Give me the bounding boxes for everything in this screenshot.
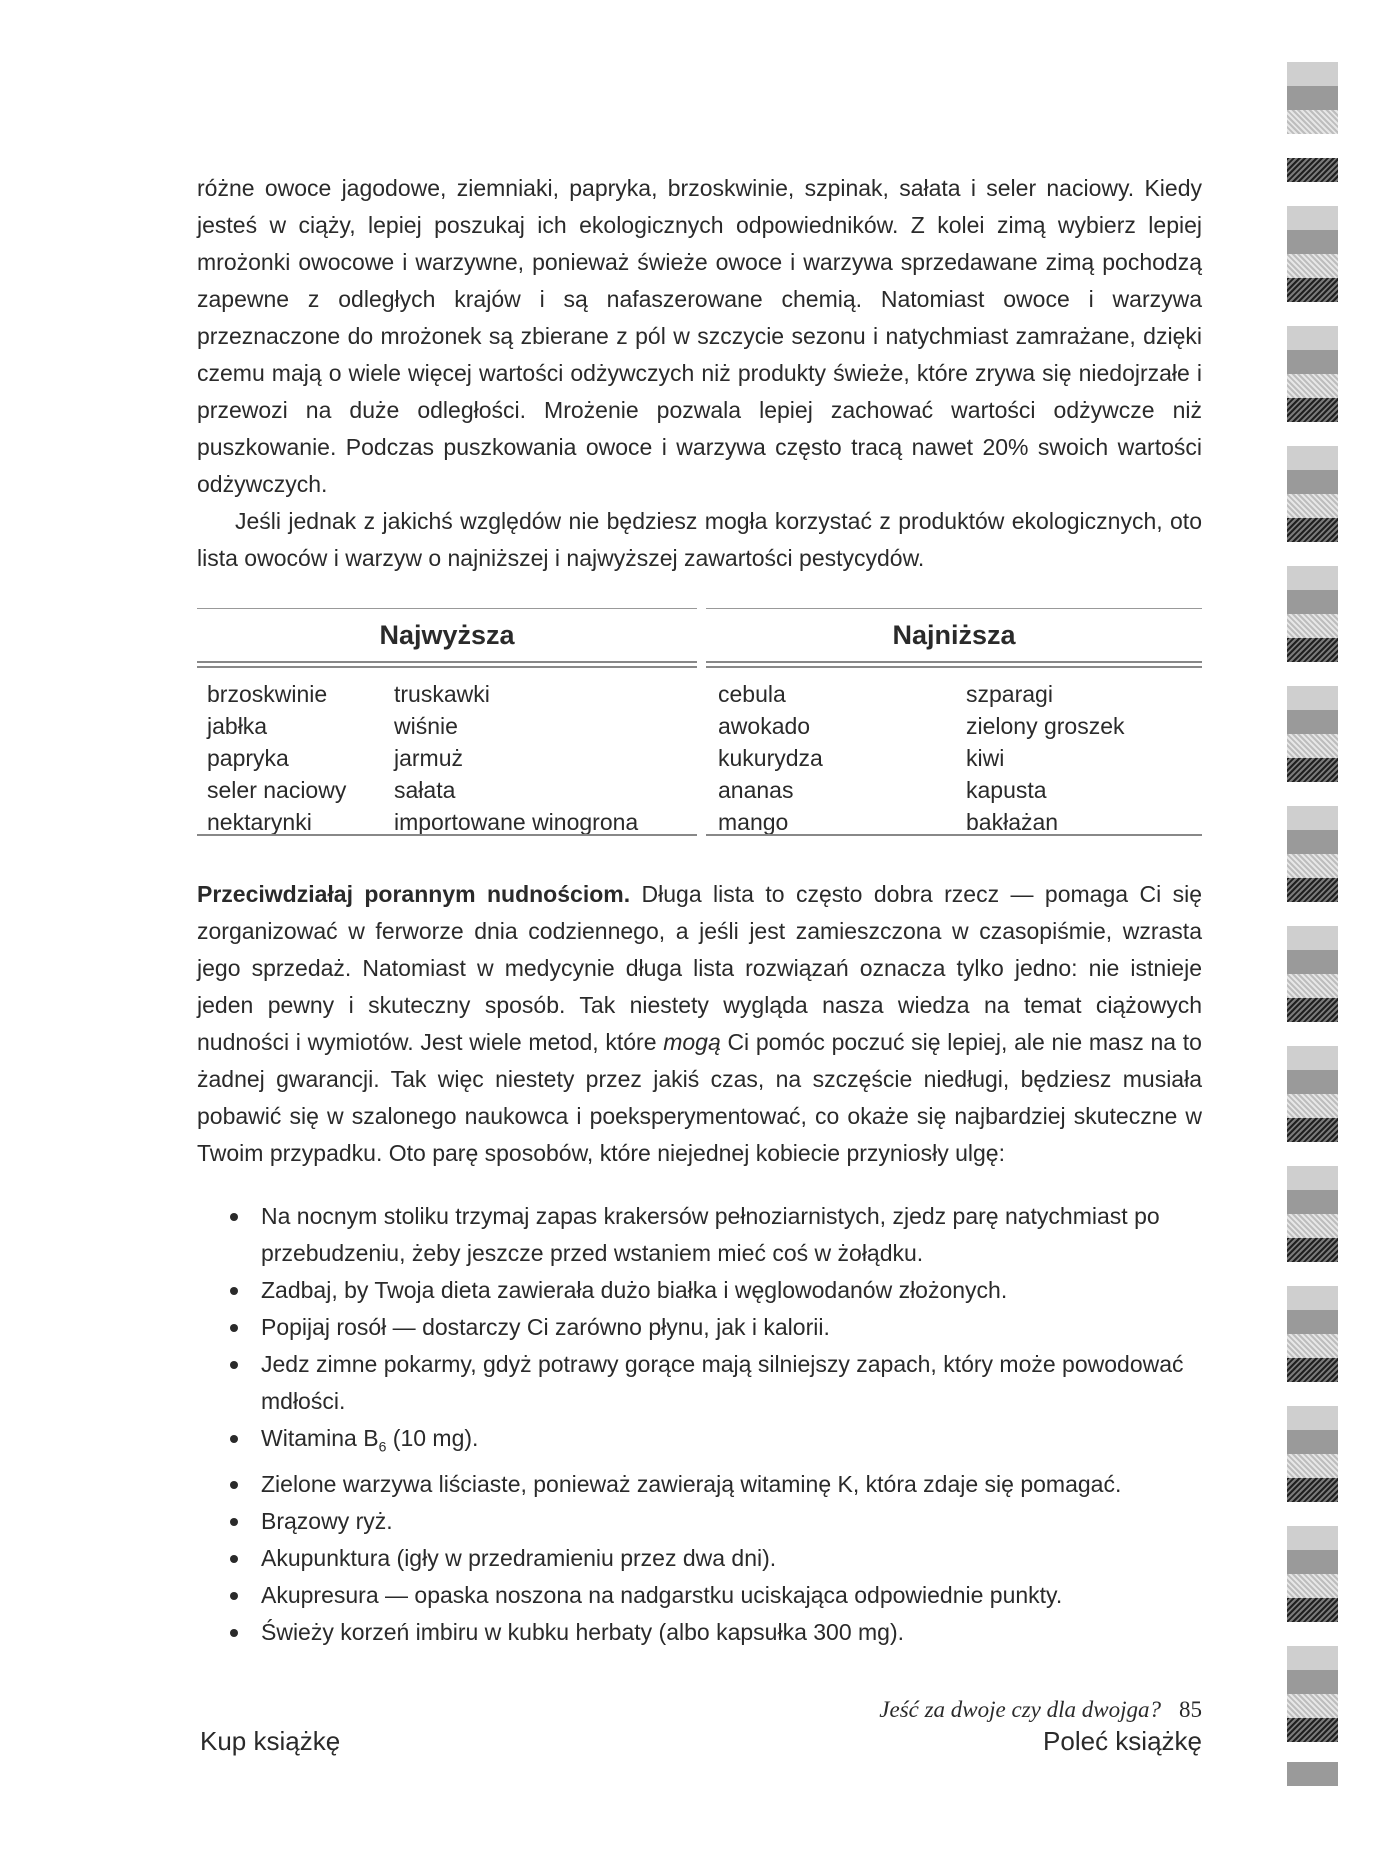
bullet-icon [230,1361,238,1369]
table-cell: seler naciowy [207,777,347,803]
table-cell: nektarynki [207,809,312,835]
list-item: Witamina $B_6$ (10 mg). [197,1420,1202,1466]
buy-book-link[interactable]: Kup książkę [200,1726,341,1756]
list-item: Zielone warzywa liściaste, ponieważ zawierają witaminę K, która zdaje się pomagać. [197,1466,1202,1503]
page-number: 85 [1179,1697,1202,1722]
table-cell: kapusta [966,777,1047,803]
table-column [966,678,1125,838]
section-emphasis: mogą [663,1029,721,1055]
table-cell: kiwi [966,745,1005,771]
bullet-icon [230,1629,238,1637]
bullet-icon [230,1324,238,1332]
table-cell: jarmuż [394,745,464,771]
table-cell: bakłażan [966,809,1059,835]
intro-paragraph-2: Jeśli jednak z jakichś względów nie będziesz mogła korzystać z produktów ekologicznych, oto lista owoców i warzyw o najniższej i najwyższej zawartości pestycydów. [197,508,1202,571]
table-cell: sałata [394,777,456,803]
table-column [718,678,823,838]
table-rule [706,834,1202,836]
recommend-book-link[interactable]: Poleć książkę [1043,1726,1202,1756]
list-item: Akupunktura (igły w przedramieniu przez dwa dni). [197,1540,1202,1577]
table-rule [197,661,697,668]
table-cell: szparagi [966,681,1053,707]
table-cell: kukurydza [718,745,823,771]
table-highest [197,608,697,835]
table-cell: cebula [718,681,786,707]
table-cell: truskawki [394,681,490,707]
table-cell: importowane winogrona [394,809,639,835]
table-header-highest: Najwyższa [379,620,515,650]
running-footer [879,1697,1202,1723]
section-text: Ci pomóc poczuć się lepiej, ale nie masz na to żadnej gwarancji. Tak więc niestety przez jakiś czas, na szczęście niedługi, będziesz musiała pobawić się w szalonego naukowca i poeksperymentować, co okaże się najbardziej skuteczne w Twoim przypadku. Oto parę sposobów, które niejednej kobiecie przyniosły ulgę: [197,1029,1202,1166]
table-rule [706,661,1202,668]
table-cell: awokado [718,713,811,739]
intro-paragraph: różne owoce jagodowe, ziemniaki, papryka, brzoskwinie, szpinak, sałata i seler naciowy. Kiedy jesteś w ciąży, lepiej poszukaj ich ekologicznych odpowiedników. Z kolei zimą wybierz lepiej mrożonki owocowe i warzywne, ponieważ świeże owoce i warzywa sprzedawane zimą pochodzą zapewne z odległych krajów i są nafaszerowane chemią. Natomiast owoce i warzywa przeznaczone do mrożonek są zbierane z pól w szczycie sezonu i natychmiast zamrażane, dzięki czemu mają o wiele więcej wartości odżywczych niż produkty świeże, które zrywa się niedojrzałe i przewozi na duże odległości. Mrożenie pozwala lepiej zachować wartości odżywcze niż puszkowanie. Podczas puszkowania owoce i warzywa często tracą nawet 20% swoich wartości odżywczych. [197,175,1202,497]
table-cell: wiśnie [394,713,458,739]
bullet-icon [230,1555,238,1563]
bullet-icon [230,1435,238,1443]
table-cell: zielony groszek [966,713,1125,739]
decorative-side-strip [1287,62,1338,1786]
running-title: Jeść za dwoje czy dla dwojga? [879,1697,1161,1722]
list-item: Na nocnym stoliku trzymaj zapas krakersów pełnoziarnistych, zjedz parę natychmiast po przebudzeniu, żeby jeszcze przed wstaniem mieć coś w żołądku. [197,1198,1202,1272]
table-cell: ananas [718,777,794,803]
bullet-icon [230,1287,238,1295]
table-cell: mango [718,809,789,835]
section-text: Długa lista to często dobra rzecz — pomaga Ci się zorganizować w ferworze dnia codziennego, a jeśli jest zamieszczona w czasopiśmie, wzrasta jego sprzedaż. Natomiast w medycynie długa lista rozwiązań oznacza tylko jedno: nie istnieje jeden pewny i skuteczny sposób. Tak niestety wygląda nasza wiedza na temat ciążowych nudności i wymiotów. Jest wiele metod, które [197,881,1203,1055]
list-item: Świeży korzeń imbiru w kubku herbaty (albo kapsułka 300 mg). [197,1614,1202,1651]
table-cell: jabłka [207,713,268,739]
list-item: Zadbaj, by Twoja dieta zawierała dużo białka i węglowodanów złożonych. [197,1272,1202,1309]
table-column [207,678,346,838]
bullet-icon [230,1592,238,1600]
list-item: Akupresura — opaska noszona na nadgarstku uciskająca odpowiednie punkty. [197,1577,1202,1614]
bullet-icon [230,1481,238,1489]
table-header-lowest: Najniższa [892,620,1016,650]
table-cell: papryka [207,745,289,771]
remedy-list [197,1198,1202,1651]
table-column [394,678,638,838]
section-lead: Przeciwdziałaj porannym nudnościom. [197,881,631,907]
table-cell: brzoskwinie [207,681,328,707]
list-item: Brązowy ryż. [197,1503,1202,1540]
bullet-icon [230,1518,238,1526]
table-rule [197,834,697,836]
section-paragraph [197,876,1202,1172]
list-item: Popijaj rosół — dostarczy Ci zarówno płynu, jak i kalorii. [197,1309,1202,1346]
list-item: Jedz zimne pokarmy, gdyż potrawy gorące mają silniejszy zapach, który może powodować mdłości. [197,1346,1202,1420]
bullet-icon [230,1213,238,1221]
table-lowest [706,608,1202,835]
